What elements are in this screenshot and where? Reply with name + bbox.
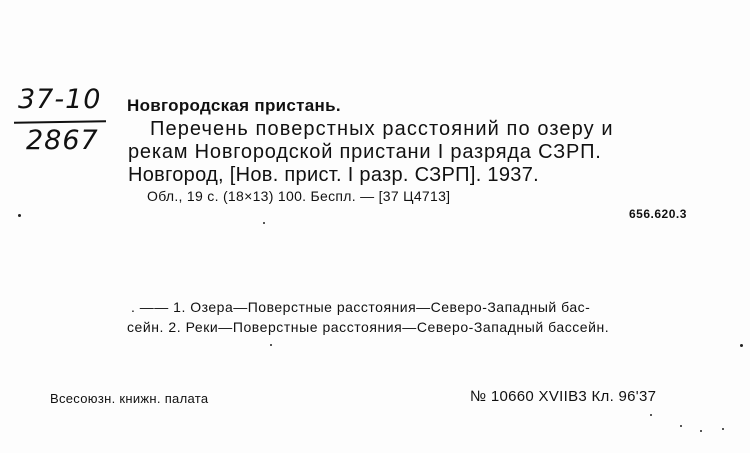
card-heading: Новгородская пристань. xyxy=(127,96,341,115)
print-speck xyxy=(18,214,21,217)
description-line-2: рекам Новгородской пристани I разряда СЗРП. xyxy=(128,141,602,163)
print-speck xyxy=(263,222,265,224)
print-speck xyxy=(270,344,272,346)
bibliographic-description xyxy=(128,118,703,187)
physical-details: Обл., 19 с. (18×13) 100. Беспл. — [37 Ц4713] xyxy=(147,188,451,204)
description-line-1: Перечень поверстных расстояний по озеру и xyxy=(150,118,614,140)
handwritten-call-number-top: 37-10 xyxy=(18,84,102,115)
description-line-3: Новгород, [Нов. прист. I разр. СЗРП]. 1937. xyxy=(128,164,539,186)
udc-classification: 656.620.3 xyxy=(629,207,687,221)
print-speck xyxy=(650,414,652,416)
subject-line-2: сейн. 2. Реки—Поверстные расстояния—Северо-Западный бассейн. xyxy=(127,319,610,335)
subject-headings xyxy=(127,297,699,337)
print-speck xyxy=(740,344,743,347)
handwritten-call-number-bottom: 2867 xyxy=(26,125,99,156)
subject-line-1: . —— 1. Озера—Поверстные расстояния—Северо-Западный бас- xyxy=(131,299,591,315)
registration-number: № 10660 XVIIB3 Кл. 96'37 xyxy=(470,388,657,405)
publisher-footer: Всесоюзн. книжн. палата xyxy=(50,391,209,406)
print-speck xyxy=(680,425,682,427)
print-speck xyxy=(722,428,724,430)
handwritten-fraction-line xyxy=(14,120,106,124)
print-speck xyxy=(700,430,702,432)
